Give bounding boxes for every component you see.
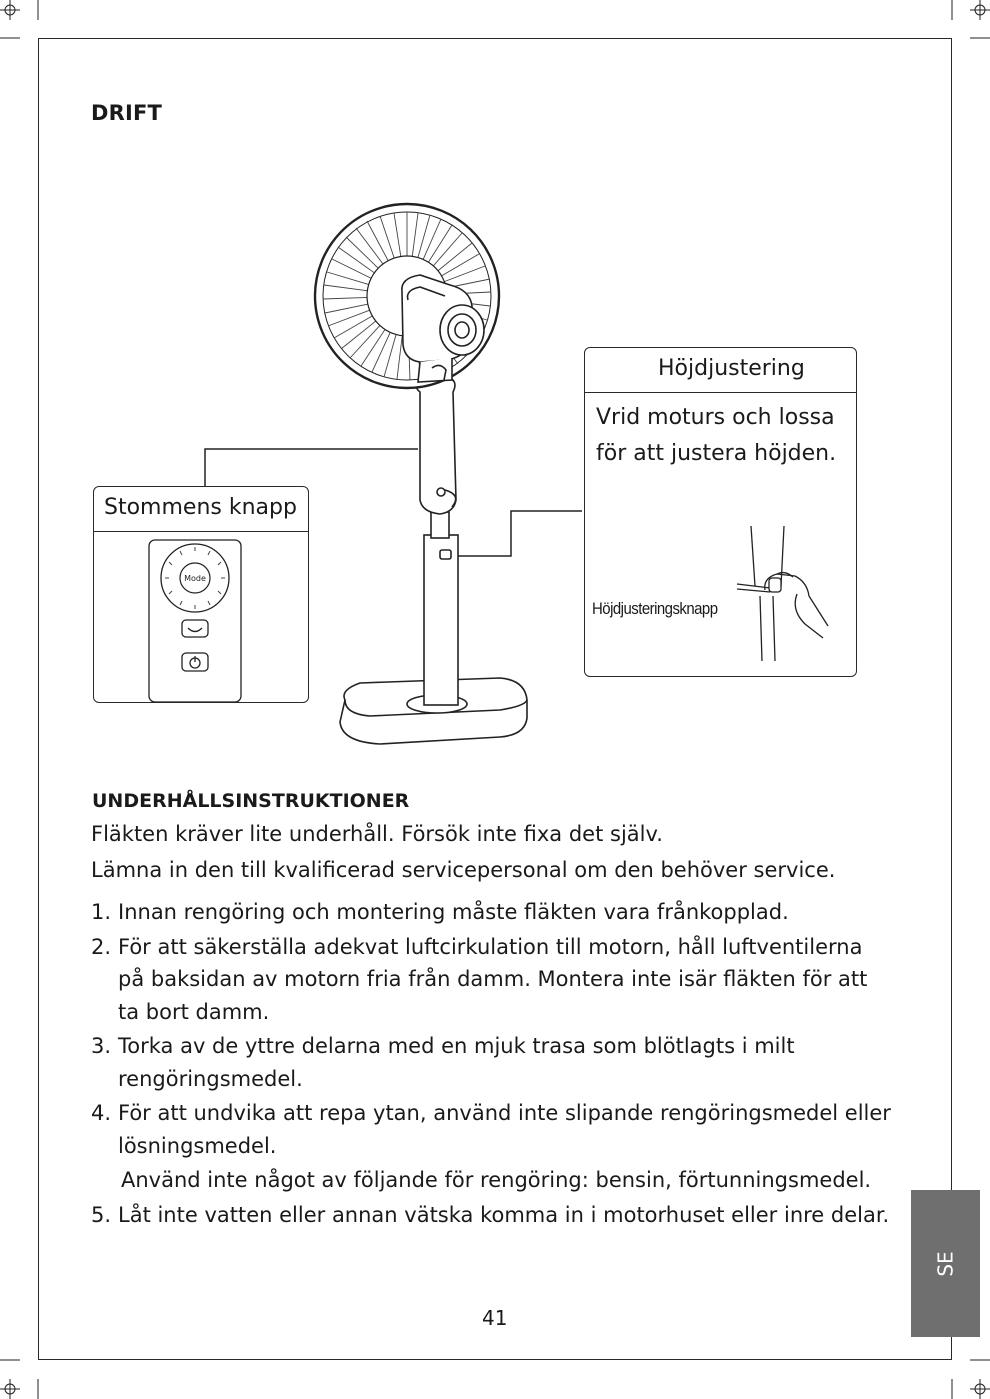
base-controls-panel bbox=[93, 486, 309, 703]
list-item bbox=[91, 1097, 891, 1162]
list-item-number: 1. bbox=[91, 900, 112, 924]
list-item bbox=[91, 896, 891, 929]
base-controls-header bbox=[94, 487, 308, 532]
maintenance-intro-1: Fläkten kräver lite underhåll. Försök inte fixa det själv. bbox=[91, 822, 663, 846]
list-item bbox=[91, 1030, 891, 1095]
height-adjust-panel bbox=[584, 347, 857, 677]
list-item-number: 3. bbox=[91, 1034, 112, 1058]
list-item bbox=[91, 931, 891, 1029]
maintenance-title: UNDERHÅLLSINSTRUKTIONER bbox=[92, 790, 410, 812]
height-adjust-line2: för att justera höjden. bbox=[596, 441, 837, 466]
language-tab-label-wrap bbox=[911, 1190, 980, 1337]
list-item bbox=[91, 1199, 891, 1232]
list-item-text: Torka av de yttre delarna med en mjuk trasa som blötlagts i milt rengöringsmedel. bbox=[118, 1034, 795, 1091]
list-item-main-text: För att undvika att repa ytan, använd inte slipande rengöringsmedel eller lösningsmedel. bbox=[118, 1101, 891, 1158]
language-tab bbox=[911, 1190, 980, 1337]
maintenance-list bbox=[91, 896, 891, 1233]
height-adjust-title: Höjdjustering bbox=[658, 356, 805, 381]
list-item-spacer bbox=[91, 1164, 118, 1197]
page-number: 41 bbox=[482, 1306, 508, 1330]
oscillate-button-icon bbox=[182, 620, 208, 637]
list-item-text: Låt inte vatten eller annan vätska komma in i motorhuset eller inre delar. bbox=[118, 1202, 890, 1227]
list-item-number: 4. bbox=[91, 1101, 112, 1125]
list-item-number: 2. bbox=[91, 934, 112, 959]
control-panel-illustration bbox=[94, 532, 310, 704]
height-adjust-line1: Vrid moturs och lossa bbox=[596, 405, 835, 430]
list-item-note bbox=[91, 1164, 891, 1197]
height-knob-label: Höjdjusteringsknapp bbox=[592, 599, 718, 618]
list-item-number: 5. bbox=[91, 1202, 112, 1227]
list-item-text: För att säkerställa adekvat luftcirkulation till motorn, håll luftventilerna på baksidan av motorn fria från damm. Montera inte isär fläkten för att ta bort damm. bbox=[118, 934, 868, 1024]
language-tab-label: SE bbox=[933, 1250, 958, 1277]
maintenance-intro-2: Lämna in den till kvalificerad servicepersonal om den behöver service. bbox=[91, 858, 836, 882]
height-knob-illustration bbox=[585, 348, 858, 678]
list-item-text: Innan rengöring och montering måste fläkten vara frånkopplad. bbox=[118, 900, 789, 924]
mode-label: Mode bbox=[184, 574, 206, 583]
page-title: DRIFT bbox=[91, 101, 163, 125]
base-controls-title: Stommens knapp bbox=[104, 495, 297, 520]
list-item-note-text: Använd inte något av följande för rengöring: bensin, förtunningsmedel. bbox=[121, 1168, 872, 1192]
list-item-text bbox=[118, 1097, 891, 1162]
